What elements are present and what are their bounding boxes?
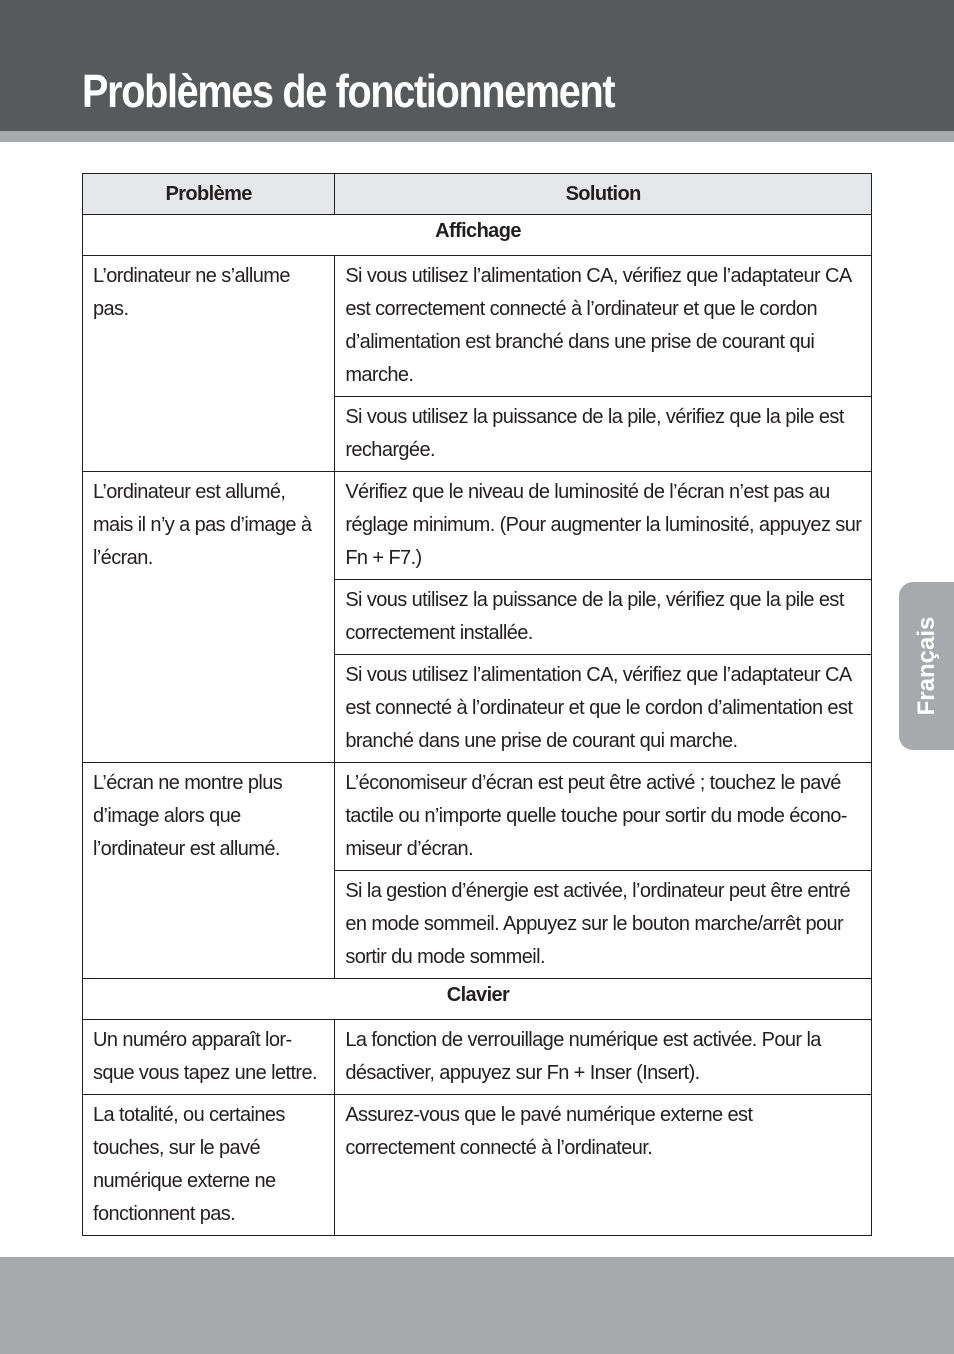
- solution-cell: Si la gestion d’énergie est activée, l’ordinateur peut être entré en mode sommeil. Appuyez sur le bouton marche/arrêt pour sortir du mode sommeil.: [335, 871, 872, 979]
- table-row: [83, 256, 872, 397]
- table-row: [83, 763, 872, 871]
- solution-cell: Assurez-vous que le pavé numérique externe est correctement connecté à l’ordinateur.: [335, 1095, 872, 1236]
- solution-cell: Si vous utilisez l’alimentation CA, vérifiez que l’adaptateur CA est correctement connecté à l’ordinateur et que le cordon d’alimentation est branché dans une prise de courant qui marche.: [335, 256, 872, 397]
- table-row: [83, 1095, 872, 1236]
- solution-cell: L’économiseur d’écran est peut être activé ; touchez le pavé tactile ou n’importe quelle touche pour sortir du mode écono-miseur d’écran.: [335, 763, 872, 871]
- solution-cell: Si vous utilisez la puissance de la pile, vérifiez que la pile est correctement installée.: [335, 580, 872, 655]
- table-row: [83, 1020, 872, 1095]
- header-bar: [0, 0, 954, 131]
- column-header-problem: Problème: [83, 174, 335, 215]
- troubleshooting-table: [82, 173, 872, 1236]
- footer-bar: [0, 1257, 954, 1354]
- language-tab: [899, 582, 954, 750]
- solution-cell: Vérifiez que le niveau de luminosité de l’écran n’est pas au réglage minimum. (Pour augmenter la luminosité, appuyez sur Fn + F7.): [335, 472, 872, 580]
- solution-cell: Si vous utilisez la puissance de la pile, vérifiez que la pile est rechargée.: [335, 397, 872, 472]
- table-row: [83, 472, 872, 580]
- section-title: Affichage: [83, 215, 872, 256]
- column-header-solution: Solution: [335, 174, 872, 215]
- section-row-keyboard: [83, 979, 872, 1020]
- section-title: Clavier: [83, 979, 872, 1020]
- table-header-row: [83, 174, 872, 215]
- problem-cell: L’écran ne montre plus d’image alors que l’ordinateur est allumé.: [83, 763, 335, 979]
- problem-cell: L’ordinateur ne s’allume pas.: [83, 256, 335, 472]
- page-title: Problèmes de fonctionnement: [82, 65, 615, 117]
- section-row-display: [83, 215, 872, 256]
- solution-cell: Si vous utilisez l’alimentation CA, vérifiez que l’adaptateur CA est connecté à l’ordinateur et que le cordon d’alimentation est branché dans une prise de courant qui marche.: [335, 655, 872, 763]
- problem-cell: La totalité, ou certaines touches, sur le pavé numérique externe ne fonctionnent pas.: [83, 1095, 335, 1236]
- header-rule: [0, 131, 954, 142]
- problem-cell: L’ordinateur est allumé, mais il n’y a pas d’image à l’écran.: [83, 472, 335, 763]
- solution-cell: La fonction de verrouillage numérique est activée. Pour la désactiver, appuyez sur Fn + Inser (Insert).: [335, 1020, 872, 1095]
- language-tab-label: Français: [912, 616, 940, 716]
- problem-cell: Un numéro apparaît lor-sque vous tapez une lettre.: [83, 1020, 335, 1095]
